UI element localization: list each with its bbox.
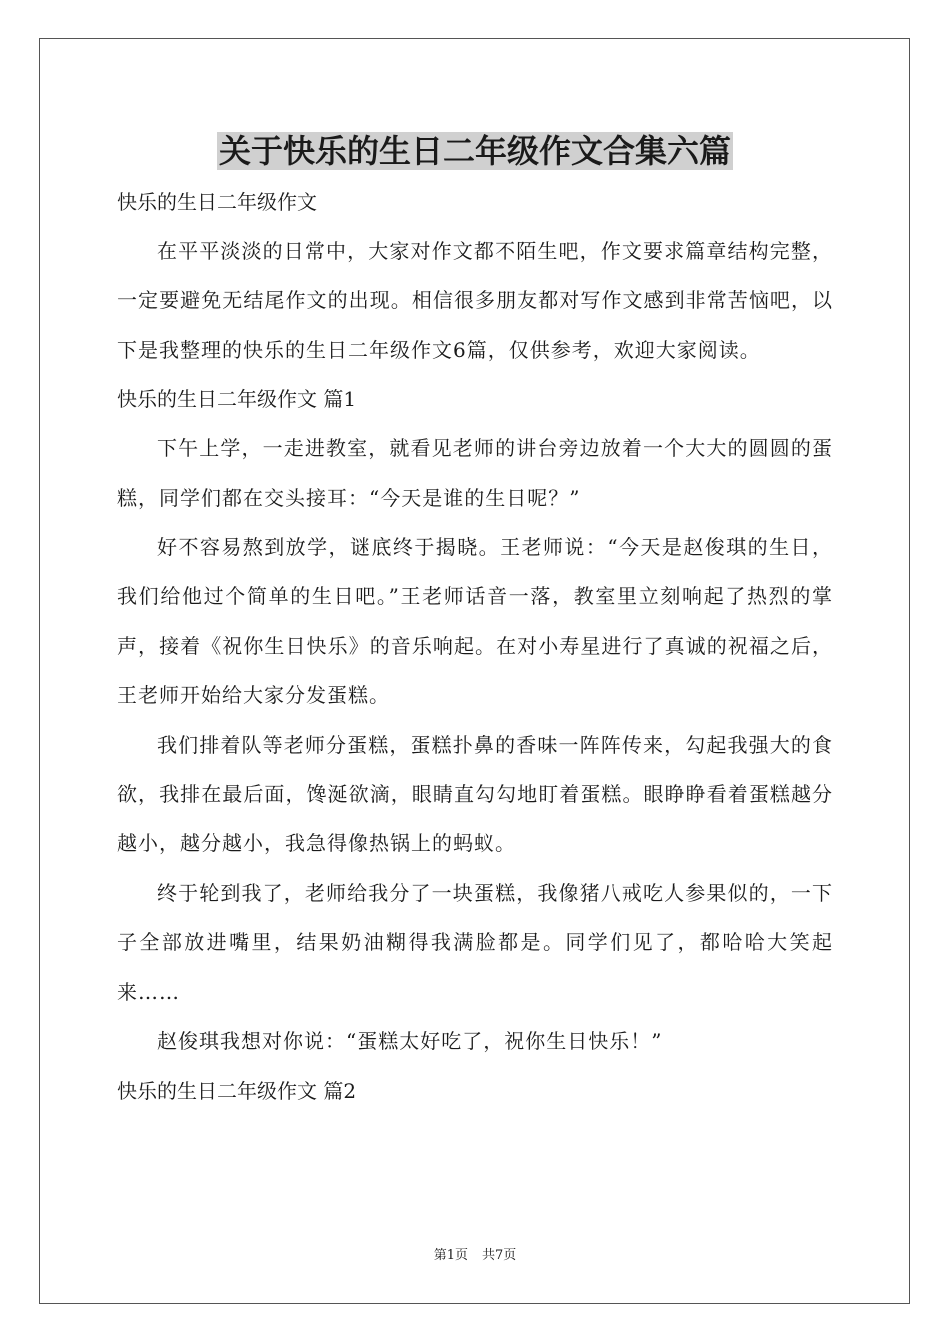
page-number: 第1页: [433, 1248, 468, 1263]
paragraph-2: 好不容易熬到放学，谜底终于揭晓。王老师说：“今天是赵俊琪的生日，我们给他过个简单的生日吧。”王老师话音一落，教室里立刻响起了热烈的掌声，接着《祝你生日快乐》的音乐响起。在对小寿星进行了真诚的祝福之后，王老师开始给大家分发蛋糕。: [117, 535, 833, 708]
section-heading-1: 快乐的生日二年级作文 篇1: [117, 387, 357, 412]
section-heading: 快乐的生日二年级作文: [117, 190, 317, 214]
paragraph-3: 我们排着队等老师分蛋糕，蛋糕扑鼻的香味一阵阵传来，勾起我强大的食欲，我排在最后面，馋涎欲滴，眼睛直勾勾地盯着蛋糕。眼睁睁看着蛋糕越分越小，越分越小，我急得像热锅上的蚂蚁。: [117, 732, 833, 856]
document-title: [117, 124, 833, 178]
paragraph-4: 终于轮到我了，老师给我分了一块蛋糕，我像猪八戒吃人参果似的，一下子全部放进嘴里，结果奶油糊得我满脸都是。同学们见了，都哈哈大笑起来……: [117, 880, 833, 1004]
document-body: [117, 124, 833, 1116]
page-total: 共7页: [482, 1248, 517, 1263]
paragraph-1: 下午上学，一走进教室，就看见老师的讲台旁边放着一个大大的圆圆的蛋糕，同学们都在交头接耳：“今天是谁的生日呢？”: [117, 436, 833, 510]
paragraph-5: 赵俊琪我想对你说：“蛋糕太好吃了，祝你生日快乐！”: [157, 1029, 663, 1054]
section-heading-2: 快乐的生日二年级作文 篇2: [117, 1078, 357, 1103]
intro-paragraph: 在平平淡淡的日常中，大家对作文都不陌生吧，作文要求篇章结构完整，一定要避免无结尾作文的出现。相信很多朋友都对写作文感到非常苦恼吧，以下是我整理的快乐的生日二年级作文6篇，仅供参考，欢迎大家阅读。: [117, 239, 833, 362]
document-title-text: 关于快乐的生日二年级作文合集六篇: [218, 132, 731, 170]
page-footer: [0, 1246, 950, 1266]
